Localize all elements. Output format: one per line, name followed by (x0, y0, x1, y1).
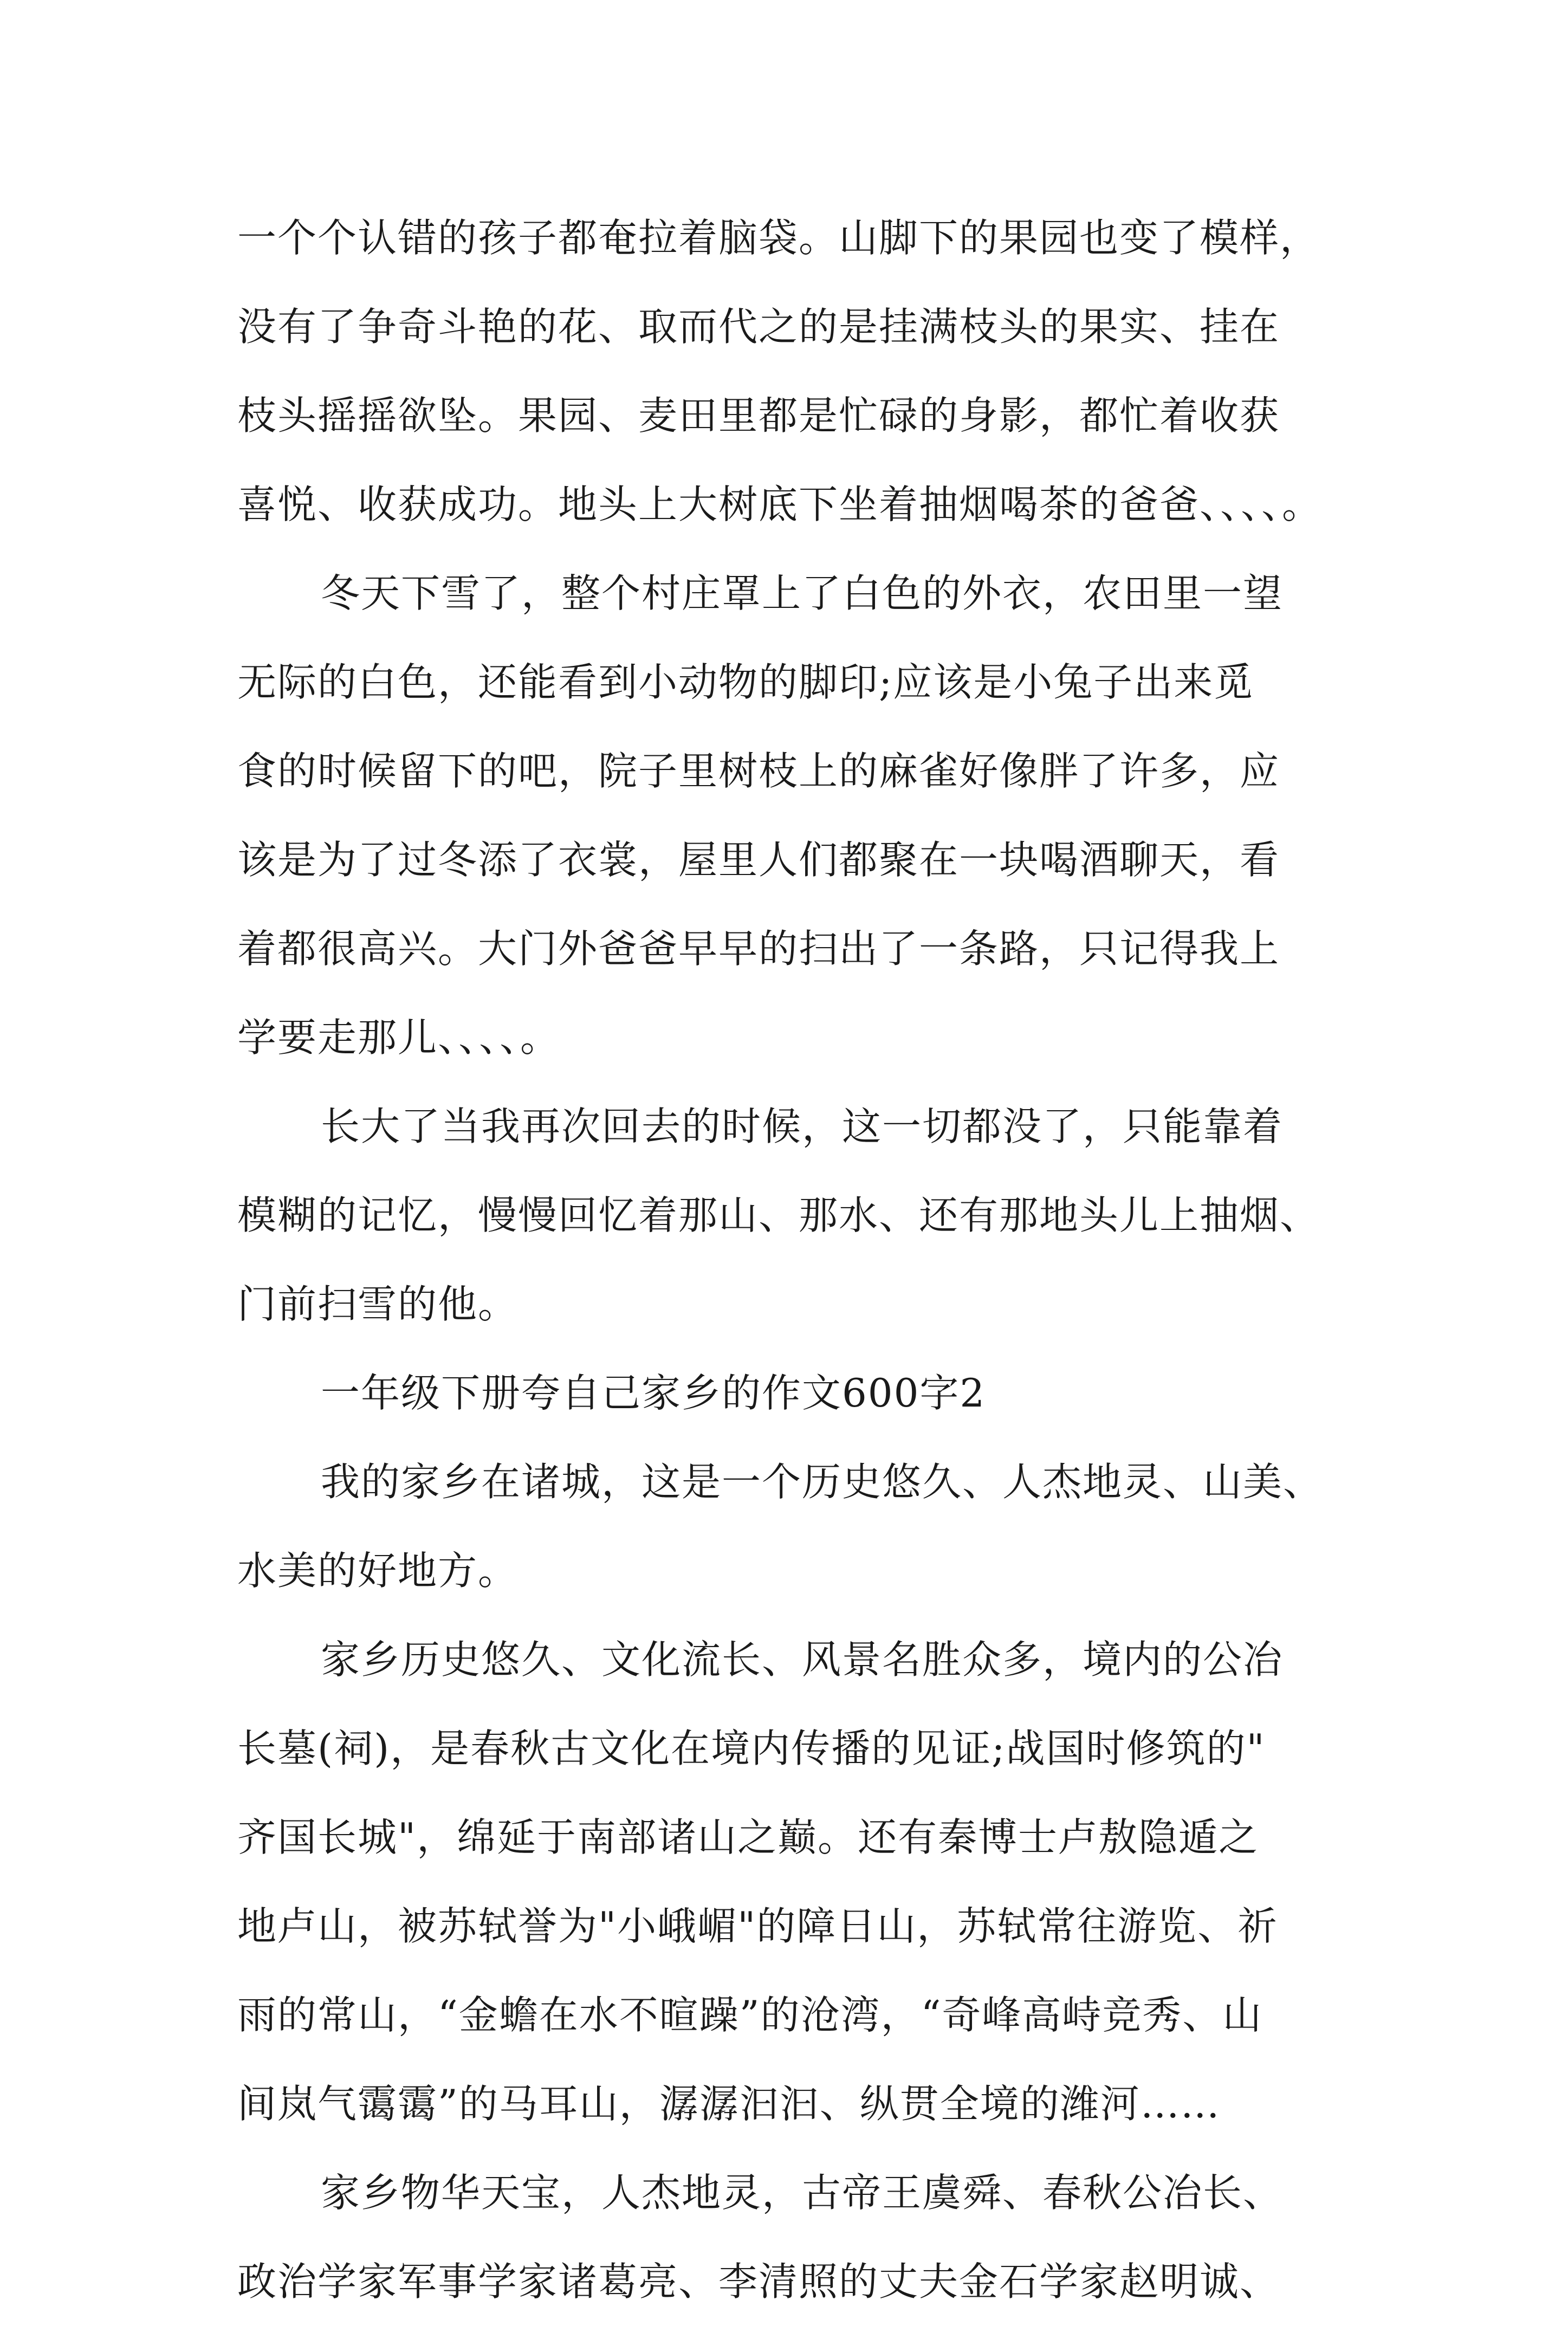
text-line: 长大了当我再次回去的时候，这一切都没了，只能靠着 (321, 1104, 1284, 1149)
text-line: 枝头摇摇欲坠。果园、麦田里都是忙碌的身影，都忙着收获 (237, 393, 1280, 438)
text-line: 齐国长城"，绵延于南部诸山之巅。还有秦博士卢敖隐遁之 (237, 1815, 1259, 1860)
text-line: 食的时候留下的吧，院子里树枝上的麻雀好像胖了许多，应 (237, 748, 1280, 794)
text-line: 模糊的记忆，慢慢回忆着那山、那水、还有那地头儿上抽烟、 (237, 1193, 1320, 1238)
text-line: 冬天下雪了，整个村庄罩上了白色的外衣，农田里一望 (321, 571, 1284, 616)
text-line: 学要走那儿、、、、。 (237, 1015, 561, 1060)
text-line: 门前扫雪的他。 (237, 1281, 519, 1327)
text-line: 间岚气霭霭”的马耳山，潺潺汩汩、纵贯全境的潍河…… (237, 2081, 1221, 2127)
text-line: 家乡物华天宝，人杰地灵，古帝王虞舜、春秋公冶长、 (321, 2170, 1284, 2215)
text-line: 着都很高兴。大门外爸爸早早的扫出了一条路，只记得我上 (237, 926, 1280, 971)
text-line: 一个个认错的孩子都奄拉着脑袋。山脚下的果园也变了模样， (237, 215, 1320, 261)
text-line: 一年级下册夸自己家乡的作文600字2 (321, 1370, 986, 1416)
text-line: 喜悦、收获成功。地头上大树底下坐着抽烟喝茶的爸爸、、、、。 (237, 482, 1323, 527)
text-line: 无际的白色，还能看到小动物的脚印;应该是小兔子出来觅 (237, 659, 1254, 705)
text-line: 长墓(祠)，是春秋古文化在境内传播的见证;战国时修筑的" (237, 1726, 1266, 1771)
text-line: 雨的常山，“金蟾在水不暄躁”的沧湾，“奇峰高峙竞秀、山 (237, 1992, 1263, 2038)
text-line: 地卢山，被苏轼誉为"小峨嵋"的障日山，苏轼常往游览、祈 (237, 1903, 1278, 1949)
text-line: 该是为了过冬添了衣裳，屋里人们都聚在一块喝酒聊天，看 (237, 837, 1280, 883)
text-line: 政治学家军事学家诸葛亮、李清照的丈夫金石学家赵明诚、 (237, 2259, 1280, 2304)
text-line: 我的家乡在诸城，这是一个历史悠久、人杰地灵、山美、 (321, 1459, 1324, 1505)
text-line: 水美的好地方。 (237, 1548, 519, 1593)
text-line: 家乡历史悠久、文化流长、风景名胜众多，境内的公冶 (321, 1637, 1284, 1682)
text-line: 没有了争奇斗艳的花、取而代之的是挂满枝头的果实、挂在 (237, 304, 1280, 349)
document-body (237, 193, 1386, 2326)
